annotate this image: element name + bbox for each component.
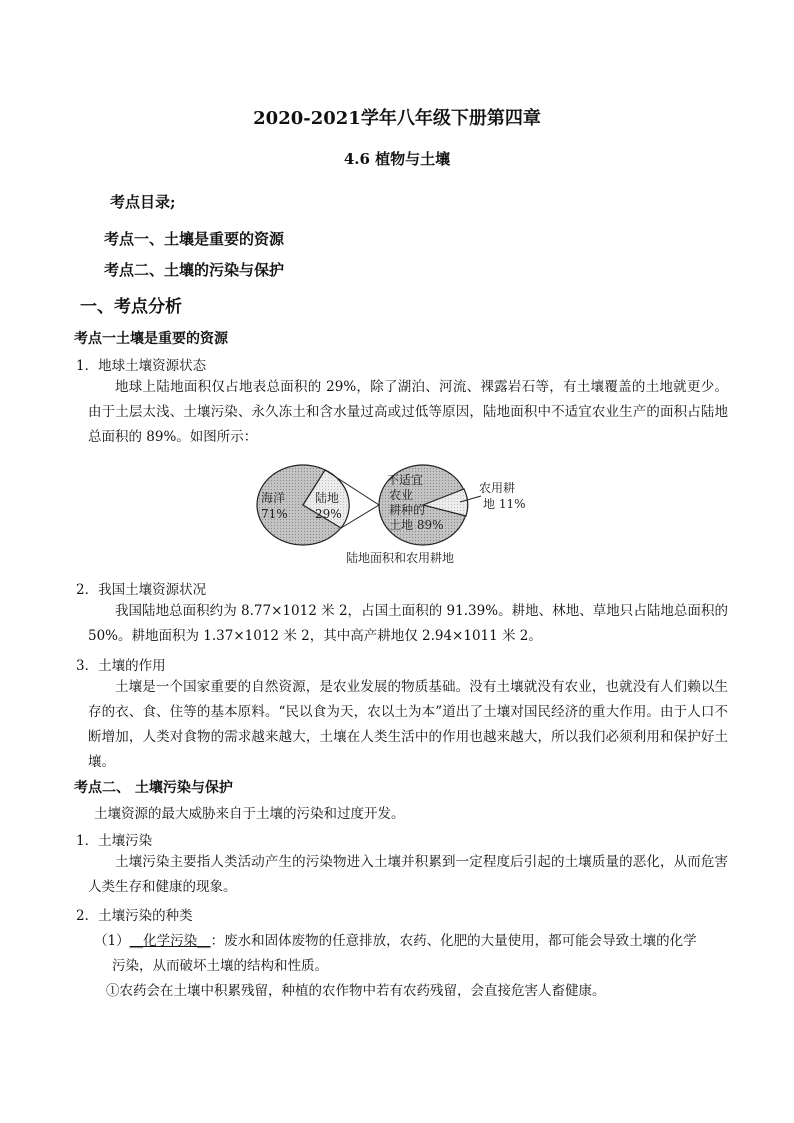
kd2-item1-title: 1．土壤污染 bbox=[76, 833, 153, 849]
kd1-item1-title: 1．地球土壤资源状态 bbox=[76, 358, 207, 374]
toc-item-2: 考点二、土壤的污染与保护 bbox=[104, 261, 285, 279]
pie-right-farmland-label-1: 农用耕 bbox=[479, 481, 516, 495]
pie-left-ocean-label: 海洋 bbox=[261, 491, 286, 505]
kd2-sub1-line1 bbox=[94, 929, 697, 949]
toc-item-1: 考点一、土壤是重要的资源 bbox=[104, 230, 285, 248]
pie-right-label-line1: 不适宜 bbox=[387, 473, 424, 487]
kd2-intro: 土壤资源的最大威胁来自于土壤的污染和过度开发。 bbox=[94, 806, 405, 822]
kd1-item3-text: 土壤是一个国家重要的自然资源，是农业发展的物质基础。没有土壤就没有农业，也就没有人们赖以生存的衣、食、住等的基本原料。“民以食为天，农以土为本”道出了土壤对国民经济的重大作用。由于人口不断增加，人类对食物的需求越来越大，土壤在人类生活中的作用也越来越大，所以我们必须利用和保护好土壤。 bbox=[88, 679, 728, 770]
kd1-item1-text: 地球上陆地面积仅占地表总面积的 29%，除了湖泊、河流、裸露岩石等，有土壤覆盖的土地就更少。由于土层太浅、土壤污染、永久冻土和含水量过高或过低等原因，陆地面积中不适宜农业生产的面积占陆地总面积的 89%。如图所示： bbox=[88, 379, 728, 445]
section-heading: 一、考点分析 bbox=[80, 297, 182, 317]
kd2-sub1-prefix: （1） bbox=[94, 933, 130, 949]
toc-heading: 考点目录; bbox=[110, 193, 176, 211]
kd2-sub1-point: ①农药会在土壤中积累残留，种植的农作物中若有农药残留，会直接危害人畜健康。 bbox=[106, 983, 606, 999]
kd2-sub1-blank: __化学污染__ bbox=[129, 933, 211, 949]
kd2-heading: 考点二、 土壤污染与保护 bbox=[74, 780, 233, 796]
kd1-item2-title: 2．我国土壤资源状况 bbox=[76, 582, 207, 598]
pie-left-land-label: 陆地 bbox=[315, 491, 340, 505]
kd2-item1-text: 土壤污染主要指人类活动产生的污染物进入土壤并积累到一定程度后引起的土壤质量的恶化，从而危害人类生存和健康的现象。 bbox=[88, 854, 728, 895]
pie-right-label-line2: 农业 bbox=[389, 488, 414, 502]
kd2-sub1-text: ：废水和固体废物的任意排放，农药、化肥的大量使用，都可能会导致土壤的化学 bbox=[210, 933, 697, 949]
pie-left-land-value: 29% bbox=[315, 507, 342, 521]
kd2-sub1-line2: 污染，从而破坏土壤的结构和性质。 bbox=[112, 958, 328, 974]
document-title: 2020-2021学年八年级下册第四章 bbox=[253, 108, 541, 129]
document-subtitle: 4.6 植物与土壤 bbox=[343, 150, 451, 168]
kd1-heading: 考点一土壤是重要的资源 bbox=[74, 331, 228, 347]
kd1-item3-title: 3．土壤的作用 bbox=[76, 658, 166, 674]
kd1-item2-text: 我国陆地总面积约为 8.77×1012 米 2，占国土面积的 91.39%。耕地、林地、草地只占陆地总面积的 50%。耕地面积为 1.37×1012 米 2，其中高产耕地仅 2.94×1011 米 2。 bbox=[88, 603, 728, 644]
pie-figure-caption: 陆地面积和农用耕地 bbox=[345, 551, 455, 565]
land-area-pie-figure bbox=[255, 458, 545, 570]
pie-left-ocean-value: 71% bbox=[261, 507, 288, 521]
kd2-item2-title: 2．土壤污染的种类 bbox=[76, 908, 193, 924]
pie-right-label-line3: 耕种的 bbox=[389, 503, 426, 517]
pie-right-label-line4: 土地 89% bbox=[389, 518, 444, 532]
pie-right bbox=[379, 465, 526, 545]
pie-right-farmland-label-2: 地 11% bbox=[483, 497, 526, 511]
